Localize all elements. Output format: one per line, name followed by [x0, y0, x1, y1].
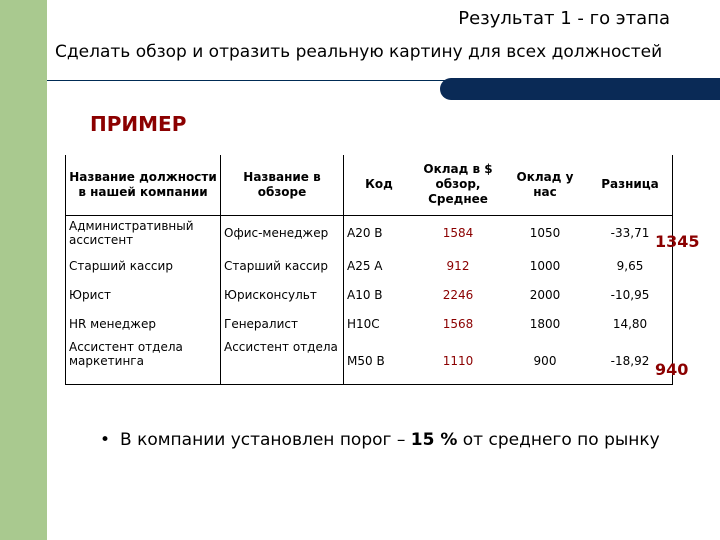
cell-code: A10 B: [344, 280, 415, 309]
cell-our-salary: 900: [502, 338, 588, 384]
cell-our-salary: 2000: [529, 287, 561, 302]
cell-survey-salary: 1584: [442, 226, 474, 241]
side-value-first: 1345: [655, 232, 700, 251]
table-row: [66, 280, 673, 309]
example-label: ПРИМЕР: [90, 112, 187, 136]
bullet-dot-icon: •: [100, 430, 111, 450]
cell-position: Ассистент отдела маркетинга: [66, 338, 221, 384]
cell-code: A25 A: [344, 251, 415, 280]
header-difference: Разница: [588, 155, 673, 215]
cell-survey-name: Офис-менеджер: [221, 215, 344, 251]
bullet-text-after: от среднего по рынку: [457, 430, 660, 450]
cell-difference: 9,65: [588, 251, 673, 280]
cell-survey-salary: 2246: [442, 287, 474, 302]
cell-our-salary: 1800: [529, 316, 561, 331]
cell-position: Административный ассистент: [66, 215, 221, 251]
table-row: [66, 338, 673, 384]
side-value-second: 940: [655, 360, 689, 379]
left-accent-bar: [0, 0, 47, 540]
cell-our-salary: 1000: [529, 258, 561, 273]
bullet-threshold-value: 15 %: [410, 430, 458, 450]
cell-code: M50 B: [344, 338, 415, 384]
slide-subtitle: Сделать обзор и отразить реальную картину для всех должностей: [55, 42, 663, 62]
salary-table: [65, 155, 673, 385]
cell-difference: -10,95: [588, 280, 673, 309]
bullet-text-before: В компании установлен порог –: [120, 430, 411, 450]
table-row: [66, 309, 673, 338]
navy-decor-bar: [440, 78, 720, 100]
cell-code: H10C: [344, 309, 415, 338]
cell-difference: -18,92: [588, 338, 673, 384]
header-survey-salary: Оклад в $ обзор, Среднее: [414, 155, 502, 215]
bullet-text: [120, 428, 660, 452]
cell-our-salary: 1050: [529, 226, 561, 241]
cell-difference: -33,71: [588, 215, 673, 251]
cell-survey-name: Старший кассир: [221, 251, 344, 280]
cell-survey-salary: 1568: [442, 316, 474, 331]
header-our-salary: Оклад у нас: [502, 155, 588, 215]
header-survey-name: Название в обзоре: [221, 155, 344, 215]
table-row: [66, 215, 673, 251]
threshold-bullet: [100, 428, 660, 452]
header-code: Код: [344, 155, 415, 215]
cell-survey-salary: 912: [446, 258, 470, 273]
cell-position: HR менеджер: [66, 309, 221, 338]
cell-position: Старший кассир: [66, 251, 221, 280]
cell-position: Юрист: [66, 280, 221, 309]
table-header-row: [66, 155, 673, 215]
cell-survey-name: Генералист: [221, 309, 344, 338]
table-row: [66, 251, 673, 280]
cell-difference: 14,80: [588, 309, 673, 338]
header-position: Название должности в нашей компании: [66, 155, 221, 215]
slide-title: Результат 1 - го этапа: [458, 8, 670, 29]
cell-code: A20 B: [344, 215, 415, 251]
cell-survey-salary: 1110: [414, 338, 502, 384]
cell-survey-name: Юрисконсульт: [221, 280, 344, 309]
cell-survey-name: Ассистент отдела: [221, 338, 344, 384]
